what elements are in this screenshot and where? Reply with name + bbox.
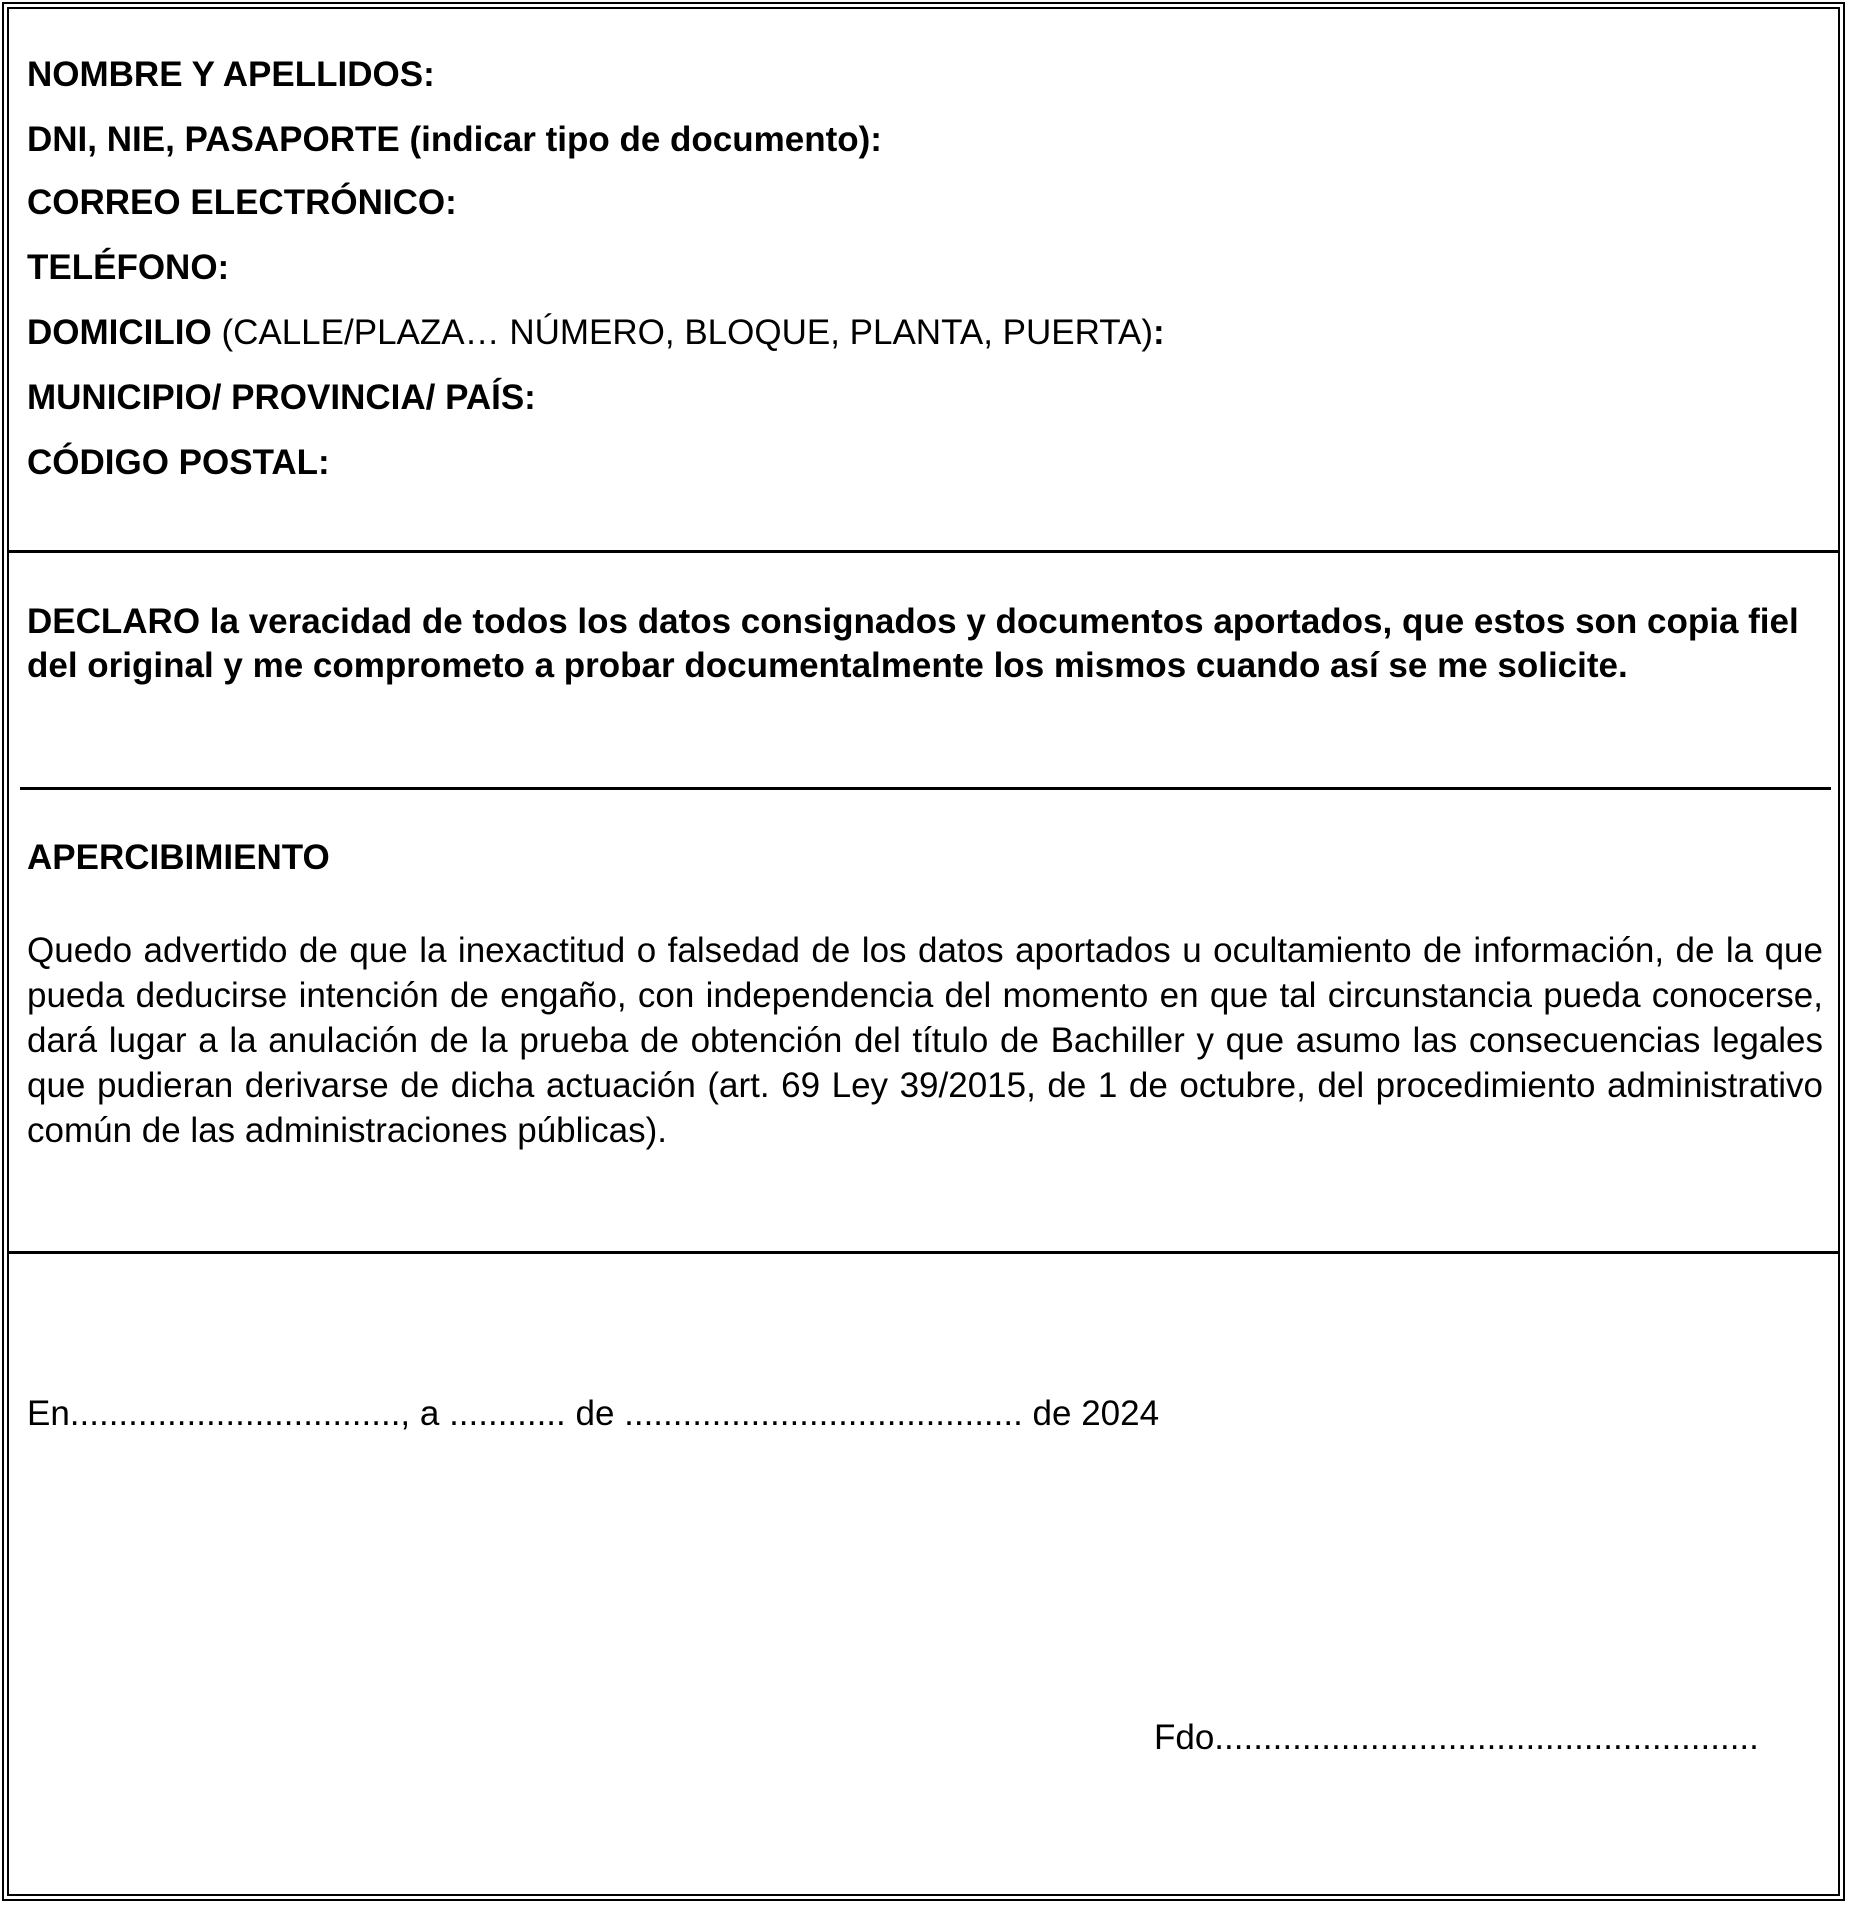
declaracion-text: DECLARO la veracidad de todos los datos consignados y documentos aportados, que estos son copia fiel del original y me comprometo a probar documentalmente los mismos cuando así se me solicite.	[27, 602, 1799, 685]
correo-label: CORREO ELECTRÓNICO:	[27, 183, 457, 222]
domicilio-line	[27, 313, 1165, 353]
codigo-postal-label: CÓDIGO POSTAL:	[27, 443, 330, 482]
domicilio-colon: :	[1153, 313, 1165, 352]
section-divider-2	[20, 787, 1831, 790]
municipio-label: MUNICIPIO/ PROVINCIA/ PAÍS:	[27, 378, 536, 417]
lugar-fecha-line: En.................................., a ............ de ......................................... de 2024	[27, 1394, 1160, 1433]
documento-label: DNI, NIE, PASAPORTE (indicar tipo de documento):	[27, 120, 882, 159]
telefono-label: TELÉFONO:	[27, 248, 230, 287]
firma-line: Fdo........................................................	[1154, 1718, 1759, 1757]
domicilio-label: DOMICILIO	[27, 313, 212, 352]
section-divider-3	[9, 1251, 1840, 1254]
section-divider-1	[9, 550, 1840, 553]
apercibimiento-title: APERCIBIMIENTO	[27, 838, 330, 877]
nombre-label: NOMBRE Y APELLIDOS:	[27, 55, 435, 94]
apercibimiento-text: Quedo advertido de que la inexactitud o falsedad de los datos aportados u ocultamiento de información, de la que pueda deducirse intención de engaño, con independencia del momento en que tal circunstancia pueda conocerse, dará lugar a la anulación de la prueba de obtención del título de Bachiller y que asumo las consecuencias legales que pudieran derivarse de dicha actuación (art. 69 Ley 39/2015, de 1 de octubre, del procedimiento administrativo común de las administraciones públicas).	[27, 931, 1823, 1150]
domicilio-detalle: (CALLE/PLAZA… NÚMERO, BLOQUE, PLANTA, PUERTA)	[211, 313, 1154, 352]
